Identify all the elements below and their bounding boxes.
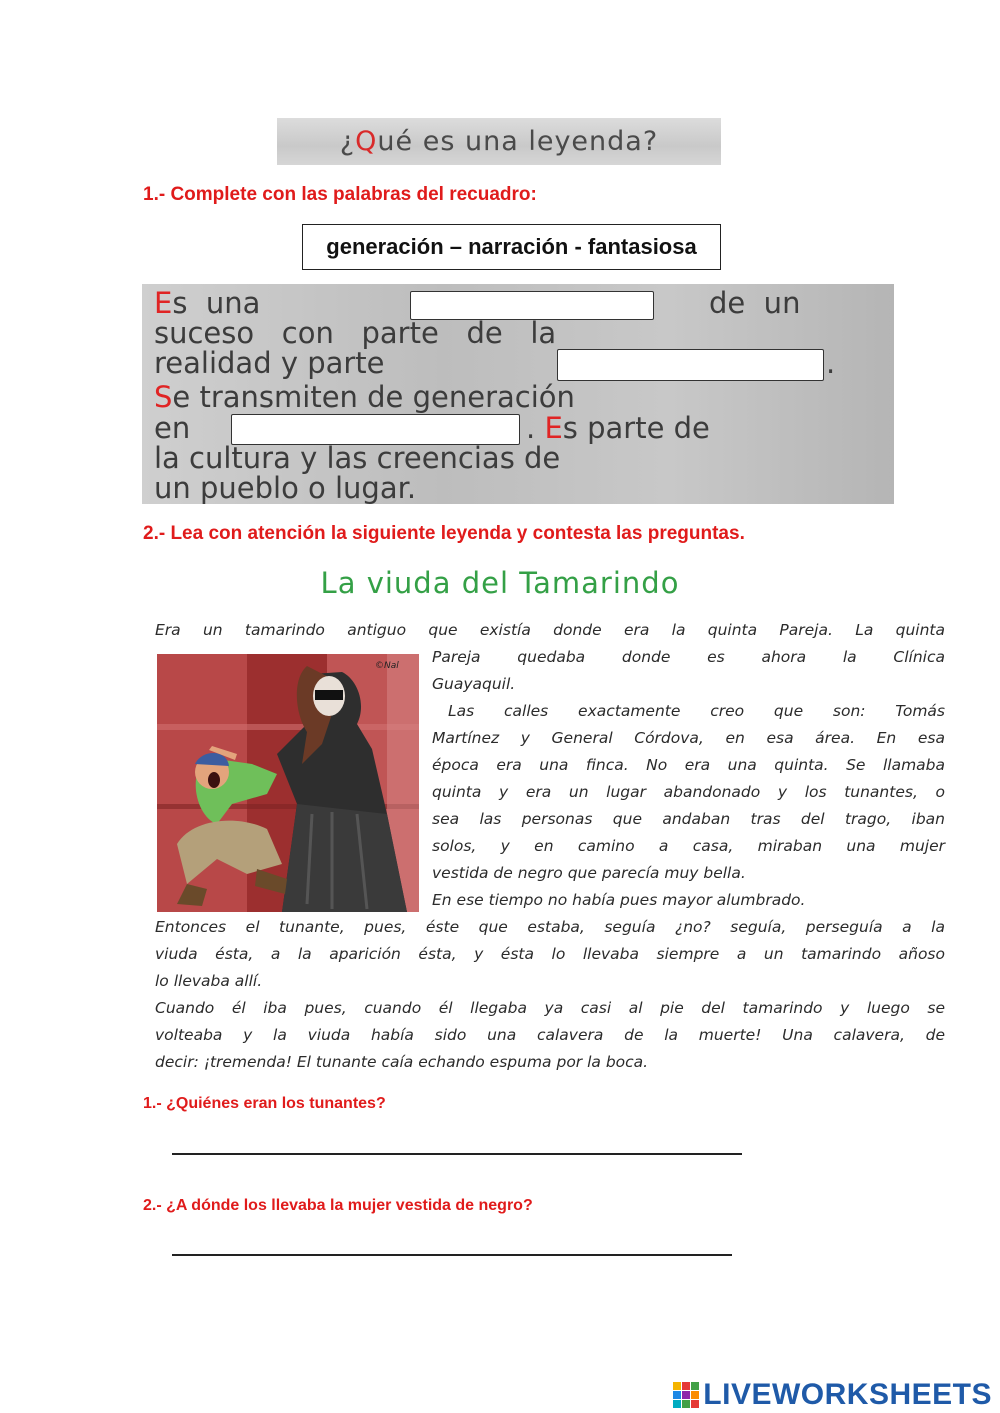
text: realidad y parte [154, 346, 385, 380]
story-line: época era una finca. No era una quinta. Se llamaba [432, 756, 945, 774]
question-1: 1.- ¿Quiénes eran los tunantes? [143, 1095, 386, 1112]
instruction-1: 1.- Complete con las palabras del recuadro: [143, 184, 537, 205]
illustration-art [157, 654, 419, 912]
story-line: quinta y era un lugar abandonado y los tunantes, o [432, 783, 945, 801]
answer-line-2[interactable] [172, 1254, 732, 1256]
story-line: volteaba y la viuda había sido una calavera de la muerte! Una calavera, de [155, 1026, 945, 1044]
story-line: viuda ésta, a la aparición ésta, y ésta lo llevaba siempre a un tamarindo añoso [155, 945, 945, 963]
definition-line-6: la cultura y las creencias de [154, 441, 561, 475]
text: s una [172, 286, 261, 320]
story-line: Guayaquil. [432, 675, 516, 693]
instruction-2: 2.- Lea con atención la siguiente leyenda y contesta las preguntas. [143, 523, 745, 544]
story-line: Era un tamarindo antiguo que existía donde era la quinta Pareja. La quinta [155, 621, 945, 639]
logo-icon [673, 1382, 699, 1408]
blank-input-2[interactable] [557, 349, 824, 381]
story-illustration [157, 654, 419, 912]
story-line: Martínez y General Córdova, en esa área. En esa [432, 729, 945, 747]
definition-line-7: un pueblo o lugar. [154, 471, 417, 505]
story-line: Las calles exactamente creo que son: Tomás [448, 702, 945, 720]
story-title: La viuda del Tamarindo [320, 566, 680, 600]
banner-prefix: ¿ [339, 126, 356, 157]
title-banner [277, 118, 721, 165]
text: de un [709, 286, 801, 320]
answer-line-1[interactable] [172, 1153, 742, 1155]
story-line: Entonces el tunante, pues, éste que estaba, seguía ¿no? seguía, perseguía a la [155, 918, 945, 936]
logo-text: LIVEWORKSHEETS [703, 1378, 992, 1411]
story-line: solos, y en camino a casa, miraban una mujer [432, 837, 945, 855]
story-line: lo llevaba allí. [155, 972, 263, 990]
story-line: sea las personas que andaban tras del trago, iban [432, 810, 945, 828]
banner-red-letter: Q [355, 126, 378, 157]
banner-text: ué es una leyenda? [377, 126, 659, 157]
question-2: 2.- ¿A dónde los llevaba la mujer vestida de negro? [143, 1197, 533, 1214]
story-line: Cuando él iba pues, cuando él llegaba ya casi al pie del tamarindo y luego se [155, 999, 945, 1017]
illustration-signature: ©Nal [375, 661, 399, 671]
story-line: vestida de negro que parecía muy bella. [432, 864, 746, 882]
red-letter-e: E [154, 286, 173, 320]
definition-box [142, 284, 894, 504]
text: . [826, 346, 836, 380]
text: e transmiten de generación [172, 380, 575, 414]
story-line: En ese tiempo no había pues mayor alumbrado. [432, 891, 806, 909]
definition-line-4 [154, 382, 884, 412]
story-line: decir: ¡tremenda! El tunante caía echando espuma por la boca. [155, 1053, 649, 1071]
definition-line-2: suceso con parte de la [154, 316, 557, 350]
text: en [154, 411, 191, 445]
word-box: generación – narración - fantasiosa [302, 224, 721, 270]
story-line: Pareja quedaba donde es ahora la Clínica [432, 648, 945, 666]
liveworksheets-logo[interactable] [673, 1378, 992, 1412]
text: . Es parte de [526, 411, 710, 445]
red-letter-s: S [154, 380, 173, 414]
